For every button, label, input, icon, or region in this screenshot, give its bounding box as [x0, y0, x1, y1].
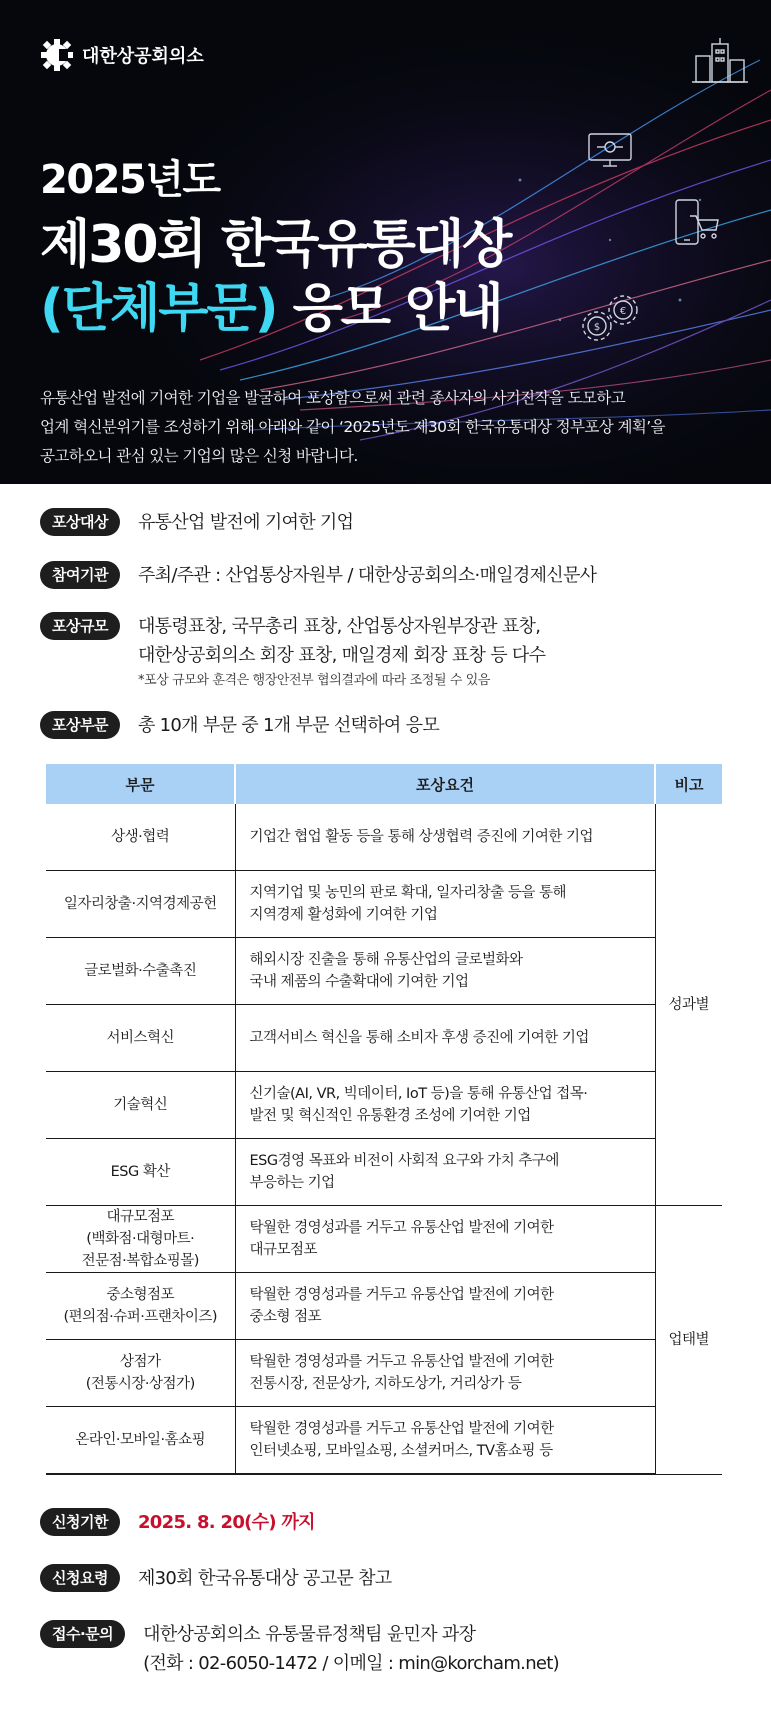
requirement-cell — [235, 938, 655, 1005]
requirement-cell — [235, 1340, 655, 1407]
category-line: 기술혁신 — [113, 1097, 168, 1113]
header-category: 부문 — [46, 764, 235, 804]
requirement-cell — [235, 1072, 655, 1139]
requirement-line: 중소형 점포 — [249, 1309, 322, 1325]
info-organizers — [40, 561, 596, 590]
requirement-line: ESG경영 목표와 비전이 사회적 요구와 가치 추구에 — [249, 1153, 559, 1169]
category-line: 서비스혁신 — [106, 1030, 175, 1046]
title-sub — [40, 266, 502, 341]
gear-logo-icon — [40, 38, 74, 72]
org-logo — [40, 38, 204, 72]
table-row — [46, 804, 722, 871]
requirement-cell — [235, 1206, 655, 1273]
requirement-cell — [235, 1273, 655, 1340]
division-badge: 포상부문 — [40, 711, 120, 739]
category-cell — [46, 938, 235, 1005]
category-line: 상생·협력 — [111, 829, 170, 845]
category-line: 글로벌화·수출촉진 — [84, 963, 197, 979]
category-line: 상점가 — [119, 1354, 161, 1370]
requirement-cell — [235, 1005, 655, 1072]
organizers-badge: 참여기관 — [40, 561, 120, 589]
svg-text:$: $ — [593, 322, 601, 333]
hero-banner — [0, 0, 771, 484]
guide-badge: 신청요령 — [40, 1564, 120, 1592]
requirement-line: 탁월한 경영성과를 거두고 유통산업 발전에 기여한 — [249, 1287, 554, 1303]
category-line: (편의점·슈퍼·프랜차이즈) — [63, 1309, 218, 1325]
title-highlight: (단체부문) — [40, 279, 277, 339]
category-cell — [46, 1072, 235, 1139]
info-contact — [40, 1620, 559, 1678]
category-line: 온라인·모바일·홈쇼핑 — [75, 1432, 206, 1448]
requirement-line: 탁월한 경영성과를 거두고 유통산업 발전에 기여한 — [249, 1220, 554, 1236]
table-header-row — [46, 764, 722, 804]
category-cell — [46, 804, 235, 871]
requirement-line: 고객서비스 혁신을 통해 소비자 후생 증진에 기여한 기업 — [249, 1030, 589, 1046]
category-line: (백화점·대형마트· — [86, 1231, 195, 1247]
header-note: 비고 — [655, 764, 722, 804]
requirement-line: 발전 및 혁신적인 유통환경 조성에 기여한 기업 — [249, 1108, 531, 1124]
category-cell — [46, 1407, 235, 1475]
group-performance: 성과별 — [655, 804, 722, 1206]
requirement-line: 인터넷쇼핑, 모바일쇼핑, 소셜커머스, TV홈쇼핑 등 — [249, 1443, 553, 1459]
table-row — [46, 1273, 722, 1340]
intro-line: 유통산업 발전에 기여한 기업을 발굴하여 포상함으로써 관련 종사자의 사기진작을 도모하고 — [40, 389, 626, 407]
category-cell — [46, 1139, 235, 1206]
gears-icon — [575, 290, 645, 350]
division-text: 총 10개 부문 중 1개 부문 선택하여 응모 — [137, 715, 440, 736]
category-line: (전통시장·상점가) — [85, 1376, 195, 1392]
scale-line: 대통령표창, 국무총리 표창, 산업통상자원부장관 표창, — [137, 616, 541, 637]
scale-note: *포상 규모와 훈격은 행장안전부 협의결과에 따라 조정될 수 있음 — [137, 673, 491, 688]
contact-line: 대한상공회의소 유통물류정책팀 윤민자 과장 — [143, 1624, 476, 1645]
scale-text — [138, 612, 545, 692]
requirement-line: 지역경제 활성화에 기여한 기업 — [249, 907, 438, 923]
category-cell — [46, 1340, 235, 1407]
intro-line: 공고하오니 관심 있는 기업의 많은 신청 바랍니다. — [40, 447, 358, 465]
info-division — [40, 711, 439, 740]
requirement-cell — [235, 1407, 655, 1475]
target-text: 유통산업 발전에 기여한 기업 — [137, 512, 354, 533]
title-main: 제30회 한국유통대상 — [40, 215, 511, 275]
category-line: 대규모점포 — [106, 1209, 175, 1225]
title-year: 2025년도 — [40, 157, 220, 203]
table-row — [46, 938, 722, 1005]
scale-line: 대한상공회의소 회장 표창, 매일경제 회장 표창 등 다수 — [137, 645, 546, 666]
requirement-cell — [235, 804, 655, 871]
building-icon — [690, 38, 750, 84]
category-cell — [46, 1206, 235, 1273]
contact-line: (전화 : 02-6050-1472 / 이메일 : min@korcham.net) — [143, 1653, 559, 1674]
computer-icon — [585, 130, 635, 170]
awards-table — [46, 764, 722, 1475]
requirement-line: 탁월한 경영성과를 거두고 유통산업 발전에 기여한 — [249, 1354, 554, 1370]
requirement-line: 부응하는 기업 — [249, 1175, 335, 1191]
phone-cart-icon — [672, 198, 720, 252]
info-guide — [40, 1564, 391, 1593]
requirement-line: 전통시장, 전문상가, 지하도상가, 거리상가 등 — [249, 1376, 522, 1392]
intro-text — [40, 384, 740, 471]
category-line: 일자리창출·지역경제공헌 — [63, 896, 217, 912]
requirement-line: 신기술(AI, VR, 빅데이터, IoT 등)을 통해 유통산업 접목· — [249, 1086, 588, 1102]
requirement-cell — [235, 1139, 655, 1206]
category-cell — [46, 1005, 235, 1072]
info-deadline — [40, 1508, 315, 1537]
requirement-line: 지역기업 및 농민의 판로 확대, 일자리창출 등을 통해 — [249, 885, 567, 901]
table-row — [46, 1139, 722, 1206]
requirement-line: 기업간 협업 활동 등을 통해 상생협력 증진에 기여한 기업 — [249, 829, 594, 845]
info-scale — [40, 612, 545, 692]
table-row — [46, 1072, 722, 1139]
requirement-cell — [235, 871, 655, 938]
table-row — [46, 1005, 722, 1072]
header-requirement: 포상요건 — [235, 764, 655, 804]
info-target — [40, 508, 353, 537]
table-row — [46, 1407, 722, 1475]
category-cell — [46, 1273, 235, 1340]
category-line: ESG 확산 — [110, 1164, 170, 1180]
title-tail: 응모 안내 — [276, 279, 502, 339]
contact-text — [143, 1620, 559, 1678]
deadline-badge: 신청기한 — [40, 1508, 120, 1536]
target-badge: 포상대상 — [40, 508, 120, 536]
deadline-text: 2025. 8. 20(수) 까지 — [137, 1512, 315, 1533]
requirement-line: 탁월한 경영성과를 거두고 유통산업 발전에 기여한 — [249, 1421, 554, 1437]
organizers-text: 주최/주관 : 산업통상자원부 / 대한상공회의소·매일경제신문사 — [137, 565, 597, 586]
intro-line: 업계 혁신분위기를 조성하기 위해 아래와 같이 ‘2025년도 제30회 한국유통대상 정부포상 계획’을 — [40, 418, 665, 436]
group-business-type: 업태별 — [655, 1206, 722, 1475]
category-line: 전문점·복합쇼핑몰) — [81, 1253, 199, 1269]
org-name: 대한상공회의소 — [82, 46, 204, 67]
requirement-line: 해외시장 진출을 통해 유통산업의 글로벌화와 — [249, 952, 523, 968]
requirement-line: 대규모점포 — [249, 1242, 318, 1258]
table-row — [46, 1340, 722, 1407]
table-row — [46, 871, 722, 938]
table-row — [46, 1206, 722, 1273]
contact-badge: 접수·문의 — [40, 1620, 125, 1648]
guide-text: 제30회 한국유통대상 공고문 참고 — [137, 1568, 392, 1589]
category-cell — [46, 871, 235, 938]
requirement-line: 국내 제품의 수출확대에 기여한 기업 — [249, 974, 469, 990]
svg-text:€: € — [619, 306, 627, 317]
category-line: 중소형점포 — [106, 1287, 175, 1303]
scale-badge: 포상규모 — [40, 612, 120, 640]
